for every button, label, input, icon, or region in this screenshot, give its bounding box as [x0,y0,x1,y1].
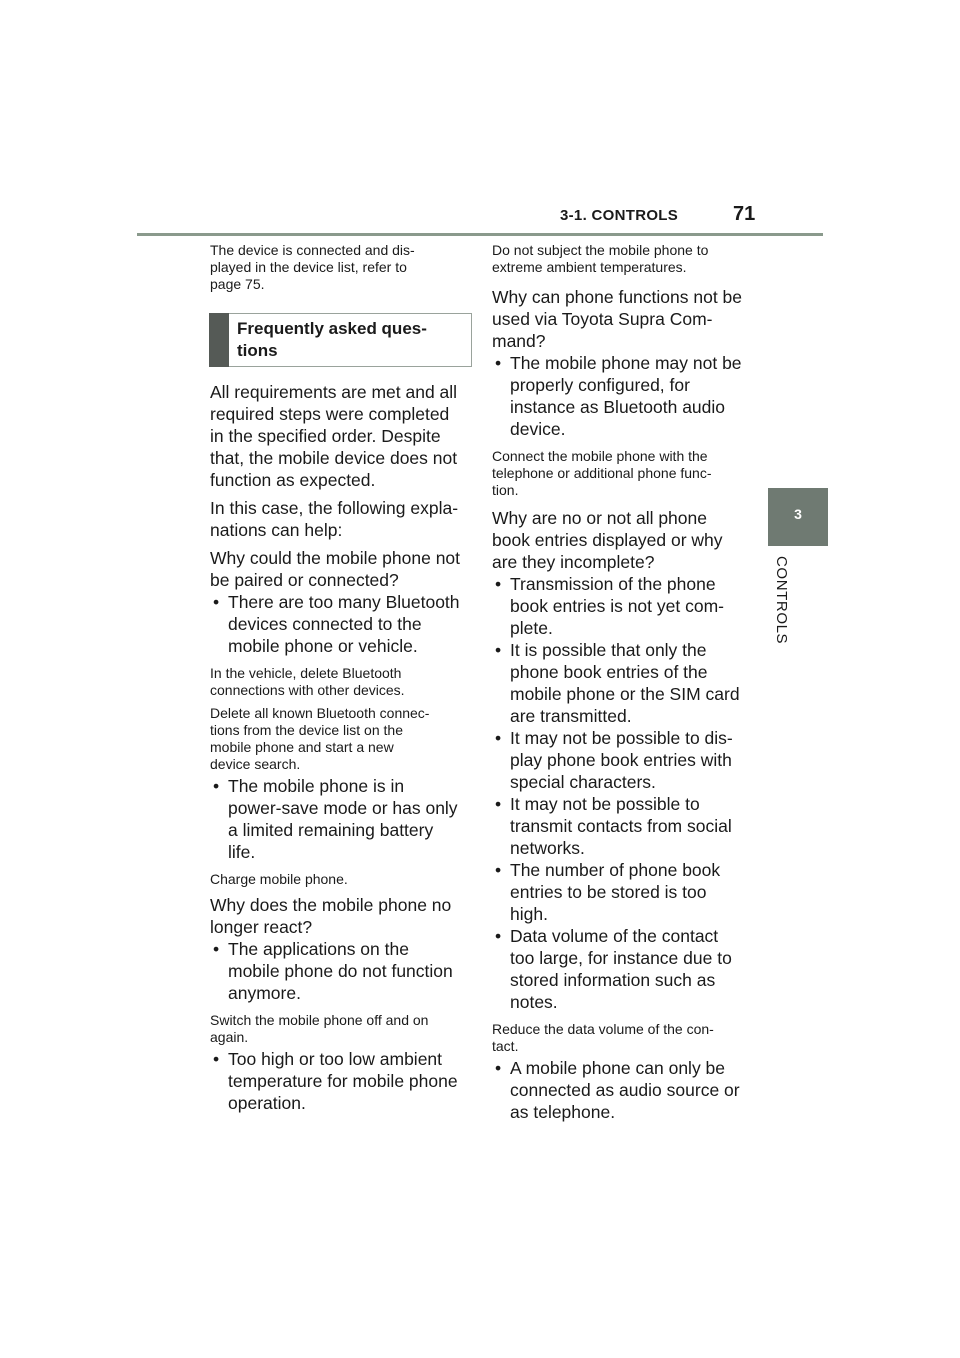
text-line: It is possible that only the [510,640,707,660]
section-header: 3-1. CONTROLS [560,207,679,224]
text-line: Transmission of the phone [510,574,716,594]
question [492,286,754,352]
text-line: properly configured, for [510,375,690,395]
text-line: tact. [492,1038,519,1054]
text-line: Why can phone functions not be [492,287,743,307]
text-line: Too high or too low ambient [228,1049,443,1069]
text-line: telephone or additional phone func- [492,465,712,481]
text-line: Reduce the data volume of the con- [492,1021,714,1037]
list-item [210,938,472,1004]
note [210,1012,472,1046]
text-line: The device is connected and dis- [210,242,415,258]
header-rule [137,233,823,236]
text-line: All requirements are met and all [210,382,458,402]
note [210,871,472,888]
bullet-marker: • [213,939,220,959]
text-line: temperature for mobile phone [228,1071,458,1091]
text-line: function as expected. [210,470,376,490]
text-line: In this case, the following expla- [210,498,459,518]
list-item [492,573,754,639]
text-line: as telephone. [510,1102,616,1122]
text-line: life. [228,842,256,862]
text-line: power-save mode or has only [228,798,458,818]
text-line: high. [510,904,548,924]
text-line: anymore. [228,983,301,1003]
bullet-marker: • [495,728,502,748]
text-line: instance as Bluetooth audio [510,397,726,417]
text-line: mobile phone or vehicle. [228,636,418,656]
list-item [210,1048,472,1114]
question [492,507,754,573]
list-item [492,925,754,1013]
text-line: Delete all known Bluetooth connec- [210,705,430,721]
text-line: Connect the mobile phone with the [492,448,708,464]
list-item [492,639,754,727]
text-line: be paired or connected? [210,570,399,590]
bullet-marker: • [213,776,220,796]
text-line: play phone book entries with [510,750,732,770]
text-line: in the specified order. Despite [210,426,441,446]
text-line: Why are no or not all phone [492,508,707,528]
text-line: plete. [510,618,553,638]
text-line: are they incomplete? [492,552,655,572]
text-line: stored information such as [510,970,716,990]
faq-heading [237,318,427,362]
list-item [492,793,754,859]
text-line: Switch the mobile phone off and on [210,1012,429,1028]
text-line: longer react? [210,917,313,937]
bullet-marker: • [495,353,502,373]
text-line: book entries displayed or why [492,530,723,550]
text-line: Frequently asked ques- [237,319,427,338]
page-number: 71 [733,203,756,225]
list-item [492,859,754,925]
text-line: It may not be possible to [510,794,700,814]
text-line: operation. [228,1093,306,1113]
paragraph [210,381,472,491]
text-line: connected as audio source or [510,1080,740,1100]
note [492,242,754,276]
text-line: mobile phone or the SIM card [510,684,740,704]
text-line: used via Toyota Supra Com- [492,309,713,329]
text-line: required steps were completed [210,404,450,424]
question [210,547,472,591]
intro-note [210,242,472,293]
text-line: book entries is not yet com- [510,596,724,616]
bullet-marker: • [495,1058,502,1078]
paragraph [210,497,472,541]
text-line: phone book entries of the [510,662,708,682]
text-line: There are too many Bluetooth [228,592,460,612]
text-line: special characters. [510,772,656,792]
chapter-label-text: CONTROLS [773,556,790,645]
bullet-marker: • [495,640,502,660]
text-line: Data volume of the contact [510,926,719,946]
text-line: tions from the device list on the [210,722,403,738]
question [210,894,472,938]
text-line: page 75. [210,276,265,292]
chapter-tab [768,488,828,546]
text-line: In the vehicle, delete Bluetooth [210,665,402,681]
text-line: mobile phone and start a new [210,739,394,755]
text-line: notes. [510,992,558,1012]
note [492,448,754,499]
faq-heading-box [209,313,472,367]
bullet-marker: • [213,1049,220,1069]
text-line: It may not be possible to dis- [510,728,733,748]
text-line: again. [210,1029,249,1045]
text-line: mobile phone do not function [228,961,453,981]
text-line: The applications on the [228,939,409,959]
text-line: connections with other devices. [210,682,405,698]
chapter-label [770,556,790,666]
note [210,705,472,773]
text-line: Charge mobile phone. [210,871,348,887]
text-line: transmit contacts from social [510,816,732,836]
text-line: networks. [510,838,585,858]
text-line: that, the mobile device does not [210,448,458,468]
bullet-marker: • [495,574,502,594]
text-line: Do not subject the mobile phone to [492,242,709,258]
bullet-marker: • [495,860,502,880]
list-item [210,775,472,863]
text-line: too large, for instance due to [510,948,732,968]
text-line: The mobile phone is in [228,776,405,796]
text-line: device. [510,419,566,439]
right-column [492,242,754,1123]
text-line: extreme ambient temperatures. [492,259,687,275]
bullet-marker: • [495,926,502,946]
text-line: tion. [492,482,519,498]
text-line: The number of phone book [510,860,721,880]
list-item [210,591,472,657]
note [492,1021,754,1055]
text-line: nations can help: [210,520,343,540]
list-item [492,1057,754,1123]
note [210,665,472,699]
bullet-marker: • [213,592,220,612]
text-line: are transmitted. [510,706,632,726]
bullet-marker: • [495,794,502,814]
left-column [210,242,472,1114]
text-line: Why could the mobile phone not [210,548,461,568]
text-line: A mobile phone can only be [510,1058,726,1078]
text-line: mand? [492,331,546,351]
text-line: tions [237,341,278,360]
list-item [492,352,754,440]
chapter-number: 3 [794,506,802,522]
text-line: The mobile phone may not be [510,353,742,373]
text-line: a limited remaining battery [228,820,434,840]
heading-bar [209,313,229,367]
text-line: played in the device list, refer to [210,259,407,275]
text-line: devices connected to the [228,614,422,634]
list-item [492,727,754,793]
text-line: entries to be stored is too [510,882,707,902]
text-line: Why does the mobile phone no [210,895,452,915]
text-line: device search. [210,756,301,772]
